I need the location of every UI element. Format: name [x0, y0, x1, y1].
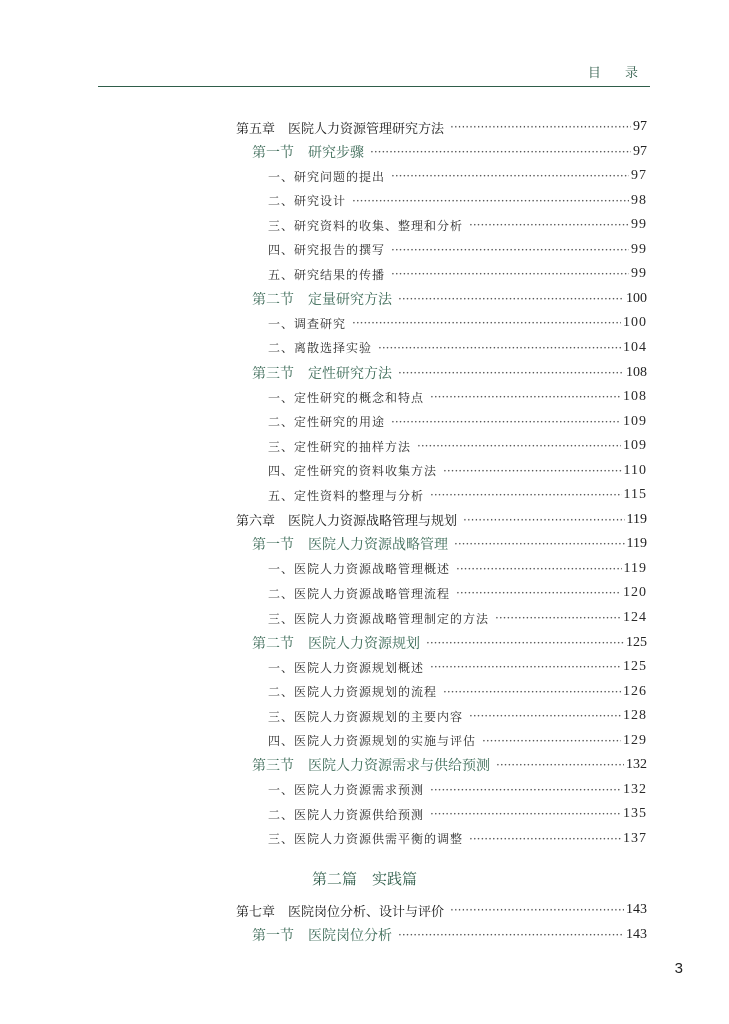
- toc-item[interactable]: [268, 706, 647, 726]
- toc-page-number: 97: [631, 168, 647, 184]
- toc-title: 三、医院人力资源规划的主要内容: [268, 709, 464, 724]
- dot-leader: [456, 562, 622, 576]
- toc-title: 三、定性研究的抽样方法: [268, 439, 412, 454]
- toc-page-number: 129: [623, 732, 647, 748]
- dot-leader: [391, 243, 629, 257]
- toc-page-number: 125: [623, 659, 647, 675]
- dot-leader: [430, 807, 621, 821]
- dot-leader: [469, 709, 621, 723]
- toc-item[interactable]: [268, 436, 647, 456]
- toc-item[interactable]: [268, 461, 647, 481]
- toc-title: 三、医院人力资源供需平衡的调整: [268, 832, 464, 847]
- toc-section[interactable]: [252, 755, 647, 775]
- toc-page-number: 97: [633, 119, 647, 134]
- toc-title: 第二节 定量研究方法: [252, 291, 392, 308]
- running-header: [98, 62, 650, 87]
- dot-leader: [482, 734, 621, 748]
- toc-page-number: 115: [623, 487, 647, 503]
- toc-page-number: 143: [626, 902, 647, 917]
- toc-page-number: 100: [623, 315, 647, 331]
- toc-item[interactable]: [268, 583, 647, 603]
- toc-section[interactable]: [252, 534, 647, 554]
- toc-item[interactable]: [268, 657, 647, 677]
- toc-title: 第一节 医院岗位分析: [252, 928, 392, 944]
- toc-title: 一、医院人力资源需求预测: [268, 783, 425, 798]
- toc-title: 二、定性研究的用途: [268, 415, 386, 430]
- toc-title: 二、医院人力资源供给预测: [268, 807, 425, 822]
- dot-leader: [495, 611, 621, 625]
- toc-title: 第二节 医院人力资源规划: [252, 635, 420, 652]
- toc-item[interactable]: [268, 191, 647, 211]
- page-number: 3: [674, 960, 683, 977]
- dot-leader: [352, 194, 629, 208]
- toc-section[interactable]: [252, 633, 647, 653]
- toc-page-number: 97: [633, 143, 647, 159]
- dot-leader: [430, 488, 622, 502]
- toc-section[interactable]: [252, 925, 647, 945]
- toc-page-number: 104: [623, 339, 647, 355]
- toc-title: 一、定性研究的概念和特点: [268, 390, 425, 405]
- toc-chapter[interactable]: [236, 117, 647, 137]
- toc-page-number: 99: [631, 266, 647, 282]
- toc-page-number: 135: [623, 806, 647, 822]
- toc-chapter[interactable]: [236, 900, 647, 920]
- toc-section[interactable]: [252, 289, 647, 309]
- dot-leader: [450, 120, 631, 134]
- toc-page-number: 109: [623, 438, 647, 454]
- toc-title: 第三节 定性研究方法: [252, 365, 392, 382]
- toc-page-number: 99: [631, 241, 647, 257]
- dot-leader: [443, 685, 621, 699]
- toc-page-number: 110: [623, 462, 647, 478]
- dot-leader: [450, 903, 624, 917]
- dot-leader: [370, 145, 631, 159]
- toc-page-number: 108: [623, 389, 647, 405]
- dot-leader: [469, 832, 621, 846]
- toc-section[interactable]: [252, 142, 647, 162]
- toc-title: 二、医院人力资源规划的流程: [268, 685, 438, 700]
- toc-title: 二、离散选择实验: [268, 341, 373, 356]
- toc-title: 第六章 医院人力资源战略管理与规划: [236, 514, 458, 530]
- toc-title: 四、定性研究的资料收集方法: [268, 464, 438, 479]
- toc-section[interactable]: [252, 363, 647, 383]
- toc-title: 二、医院人力资源战略管理流程: [268, 586, 451, 601]
- toc-page-number: 119: [626, 536, 647, 552]
- toc-item[interactable]: [268, 215, 647, 235]
- toc-item[interactable]: [268, 731, 647, 751]
- toc-page-number: 99: [631, 217, 647, 233]
- dot-leader: [430, 390, 621, 404]
- toc-item[interactable]: [268, 780, 647, 800]
- dot-leader: [398, 928, 624, 942]
- toc-page-number: 109: [623, 413, 647, 429]
- toc-page-number: 98: [631, 192, 647, 208]
- toc-page-number: 137: [623, 830, 647, 846]
- toc-item[interactable]: [268, 166, 647, 186]
- toc-page-number: 119: [623, 560, 647, 576]
- toc-page-number: 132: [623, 781, 647, 797]
- toc-title: 三、研究资料的收集、整理和分析: [268, 218, 464, 233]
- header-title: 目 录: [587, 66, 648, 81]
- toc-title: 五、定性资料的整理与分析: [268, 488, 425, 503]
- dot-leader: [496, 758, 624, 772]
- toc-title: 第一节 医院人力资源战略管理: [252, 537, 448, 554]
- toc-title: 第七章 医院岗位分析、设计与评价: [236, 904, 445, 920]
- toc-page-number: 132: [626, 757, 647, 773]
- toc-page-number: 120: [623, 585, 647, 601]
- dot-leader: [398, 366, 624, 380]
- toc-item[interactable]: [268, 412, 647, 432]
- dot-leader: [426, 636, 624, 650]
- toc-item[interactable]: [268, 804, 647, 824]
- toc-chapter[interactable]: [236, 510, 647, 530]
- toc-title: 一、医院人力资源战略管理概述: [268, 562, 451, 577]
- toc-item[interactable]: [268, 313, 647, 333]
- toc-title: 四、医院人力资源规划的实施与评估: [268, 734, 477, 749]
- toc-page-number: 100: [626, 290, 647, 306]
- part-heading: 第二篇 实践篇: [311, 870, 417, 888]
- toc-item[interactable]: [268, 338, 647, 358]
- dot-leader: [391, 169, 629, 183]
- toc-title: 三、医院人力资源战略管理制定的方法: [268, 611, 490, 626]
- dot-leader: [430, 660, 621, 674]
- toc-item[interactable]: [268, 485, 647, 505]
- toc-page-number: 126: [623, 683, 647, 699]
- toc-title: 五、研究结果的传播: [268, 267, 386, 282]
- toc-page-number: 128: [623, 708, 647, 724]
- toc-page-number: 108: [626, 364, 647, 380]
- toc-page-number: 125: [626, 634, 647, 650]
- toc-title: 二、研究设计: [268, 194, 347, 209]
- toc-title: 第五章 医院人力资源管理研究方法: [236, 121, 445, 137]
- dot-leader: [443, 464, 622, 478]
- dot-leader: [352, 316, 621, 330]
- toc-item[interactable]: [268, 264, 647, 284]
- dot-leader: [456, 586, 621, 600]
- dot-leader: [430, 783, 621, 797]
- toc-page-number: 124: [623, 610, 647, 625]
- toc-title: 一、调查研究: [268, 316, 347, 331]
- toc-page-number: 119: [626, 511, 647, 527]
- dot-leader: [378, 341, 621, 355]
- dot-leader: [417, 439, 621, 453]
- toc-item[interactable]: [268, 682, 647, 702]
- toc-title: 第一节 研究步骤: [252, 144, 364, 161]
- toc-title: 一、研究问题的提出: [268, 169, 386, 184]
- dot-leader: [469, 218, 629, 232]
- dot-leader: [391, 415, 621, 429]
- toc-page-number: 143: [626, 927, 647, 942]
- dot-leader: [463, 513, 625, 527]
- toc-title: 一、医院人力资源规划概述: [268, 660, 425, 675]
- dot-leader: [454, 537, 625, 551]
- toc-item[interactable]: [268, 387, 647, 407]
- toc-item[interactable]: [268, 608, 647, 628]
- toc-item[interactable]: [268, 240, 647, 260]
- toc-item[interactable]: [268, 559, 647, 579]
- dot-leader: [391, 267, 629, 281]
- toc-item[interactable]: [268, 829, 647, 849]
- dot-leader: [398, 292, 624, 306]
- toc-title: 第三节 医院人力资源需求与供给预测: [252, 758, 490, 775]
- toc-title: 四、研究报告的撰写: [268, 243, 386, 258]
